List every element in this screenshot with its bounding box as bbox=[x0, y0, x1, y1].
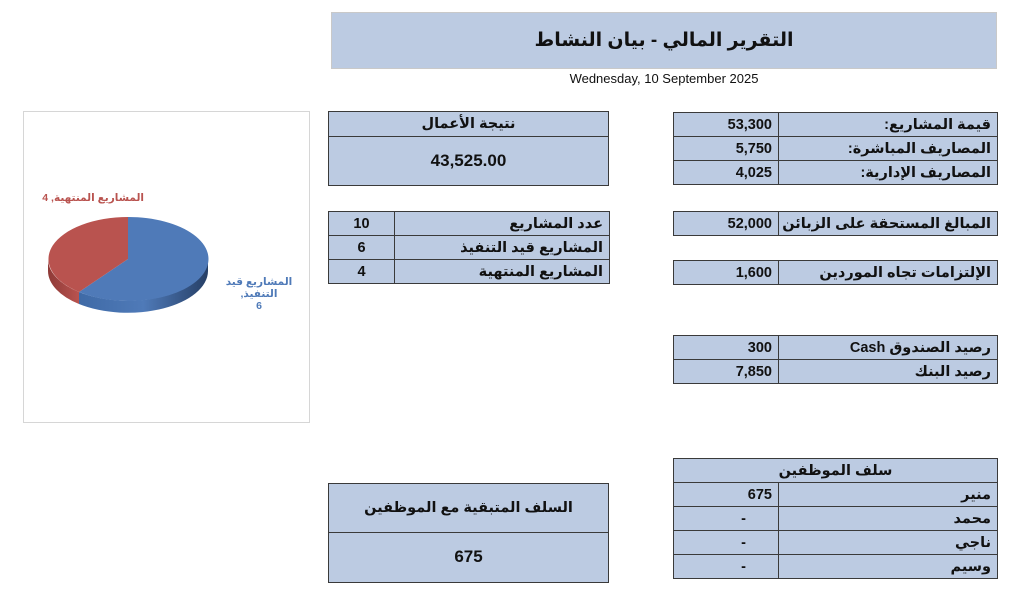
employee-name: ناجي bbox=[779, 531, 998, 555]
employee-advances-table bbox=[673, 458, 998, 579]
pie-label-finished: المشاريع المنتهية, 4 bbox=[42, 192, 144, 204]
summary-table bbox=[673, 112, 998, 185]
direct-expenses-label: المصاريف المباشرة: bbox=[779, 137, 998, 161]
direct-expenses-value: 5,750 bbox=[674, 137, 779, 161]
report-title-bar bbox=[331, 12, 997, 69]
projects-finished-value: 4 bbox=[329, 260, 395, 284]
projects-pie-chart bbox=[23, 111, 310, 423]
advance-value: - bbox=[674, 555, 779, 579]
table-row bbox=[329, 236, 610, 260]
table-header-row bbox=[674, 459, 998, 483]
table-row bbox=[674, 555, 998, 579]
advance-value: 675 bbox=[674, 483, 779, 507]
employee-name: وسيم bbox=[779, 555, 998, 579]
table-row bbox=[674, 212, 998, 236]
projects-in-progress-value: 6 bbox=[329, 236, 395, 260]
admin-expenses-label: المصاريف الإدارية: bbox=[779, 161, 998, 185]
business-result-title: نتيجة الأعمال bbox=[329, 112, 608, 137]
receivables-label: المبالغ المستحقة على الزبائن bbox=[779, 212, 998, 236]
advance-value: - bbox=[674, 507, 779, 531]
projects-in-progress-label: المشاريع قيد التنفيذ bbox=[395, 236, 610, 260]
table-row bbox=[674, 137, 998, 161]
employee-name: منير bbox=[779, 483, 998, 507]
table-row bbox=[674, 360, 998, 384]
project-value-label: قيمة المشاريع: bbox=[779, 113, 998, 137]
receivables-table bbox=[673, 211, 998, 236]
remaining-advances-title: السلف المتبقية مع الموظفين bbox=[329, 484, 608, 533]
report-date: Wednesday, 10 September 2025 bbox=[569, 71, 759, 86]
employee-name: محمد bbox=[779, 507, 998, 531]
pie-label-in-progress bbox=[214, 276, 304, 312]
table-row bbox=[329, 260, 610, 284]
bank-balance-label: رصيد البنك bbox=[779, 360, 998, 384]
projects-finished-label: المشاريع المنتهية bbox=[395, 260, 610, 284]
table-row bbox=[674, 483, 998, 507]
payables-label: الإلتزامات تجاه الموردين bbox=[779, 261, 998, 285]
remaining-advances-box bbox=[328, 483, 609, 583]
remaining-advances-value: 675 bbox=[454, 547, 483, 566]
bank-balance-value: 7,850 bbox=[674, 360, 779, 384]
table-row bbox=[674, 531, 998, 555]
project-value: 53,300 bbox=[674, 113, 779, 137]
projects-total-value: 10 bbox=[329, 212, 395, 236]
pie-label-in-progress-value: 6 bbox=[256, 300, 262, 312]
business-result-box bbox=[328, 111, 609, 186]
admin-expenses-value: 4,025 bbox=[674, 161, 779, 185]
table-row bbox=[674, 336, 998, 360]
cash-balance-label: رصيد الصندوق Cash bbox=[779, 336, 998, 360]
projects-table bbox=[328, 211, 610, 284]
pie-chart-graphic bbox=[24, 112, 311, 424]
table-row bbox=[674, 161, 998, 185]
payables-table bbox=[673, 260, 998, 285]
table-row bbox=[329, 212, 610, 236]
advance-value: - bbox=[674, 531, 779, 555]
business-result-value: 43,525.00 bbox=[430, 150, 507, 170]
cash-balance-value: 300 bbox=[674, 336, 779, 360]
projects-total-label: عدد المشاريع bbox=[395, 212, 610, 236]
report-title: التقرير المالي - بيان النشاط bbox=[534, 30, 794, 51]
table-row bbox=[674, 261, 998, 285]
table-row bbox=[674, 113, 998, 137]
pie-label-in-progress-name: المشاريع قيد التنفيذ, bbox=[225, 276, 293, 300]
employee-advances-title: سلف الموظفين bbox=[674, 459, 998, 483]
balances-table bbox=[673, 335, 998, 384]
payables-value: 1,600 bbox=[674, 261, 779, 285]
receivables-value: 52,000 bbox=[674, 212, 779, 236]
table-row bbox=[674, 507, 998, 531]
